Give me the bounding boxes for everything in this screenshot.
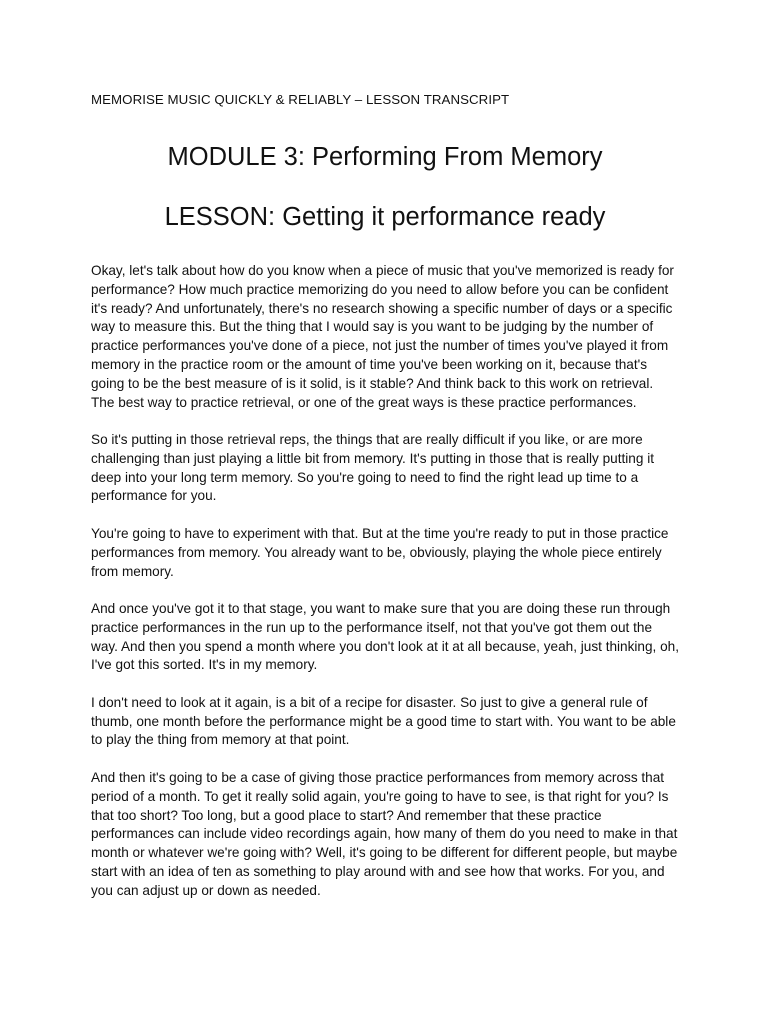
transcript-body xyxy=(91,262,679,901)
transcript-paragraph: Okay, let's talk about how do you know when a piece of music that you've memorized is ready for performance? How much practice memorizing do you need to allow before you can be confident it's ready? And unfortunately, there's no research showing a specific number of days or a specific way to measure this. But the thing that I would say is you want to be judging by the number of practice performances you've done of a piece, not just the number of times you've played it from memory in the practice room or the amount of time you've been working on it, because that's going to be the best measure of is it solid, is it stable? And think back to this work on retrieval. The best way to practice retrieval, or one of the great ways is these practice performances. xyxy=(91,263,674,410)
transcript-paragraph: So it's putting in those retrieval reps, the things that are really difficult if you like, or are more challenging than just playing a little bit from memory. It's putting in those that is really putting it deep into your long term memory. So you're going to need to find the right lead up time to a performance for you. xyxy=(91,432,654,504)
document-page xyxy=(91,91,679,919)
transcript-paragraph: You're going to have to experiment with that. But at the time you're ready to put in those practice performances from memory. You already want to be, obviously, playing the whole piece entirely from memory. xyxy=(91,525,669,579)
transcript-paragraph: And once you've got it to that stage, you want to make sure that you are doing these run through practice performances in the run up to the performance itself, not that you've got them out the way. And then you spend a month where you don't look at it at all because, yeah, just thinking, oh, I've got this sorted. It's in my memory. xyxy=(91,601,680,673)
module-title: MODULE 3: Performing From Memory xyxy=(167,143,603,171)
transcript-paragraph: I don't need to look at it again, is a bit of a recipe for disaster. So just to give a general rule of thumb, one month before the performance might be a good time to start with. You want to be able to play the thing from memory at that point. xyxy=(91,694,676,748)
document-header: MEMORISE MUSIC QUICKLY & RELIABLY – LESSON TRANSCRIPT xyxy=(91,92,510,107)
lesson-title: LESSON: Getting it performance ready xyxy=(164,203,606,231)
transcript-paragraph: And then it's going to be a case of giving those practice performances from memory across that period of a month. To get it really solid again, you're going to have to see, is that right for you? Is that too short? Too long, but a good place to start? And remember that these practice performances can include video recordings again, how many of them do you need to make in that month or whatever we're going with? Well, it's going to be different for different people, but maybe start with an idea of ten as something to play around with and see how that works. For you, and you can adjust up or down as needed. xyxy=(91,769,678,898)
